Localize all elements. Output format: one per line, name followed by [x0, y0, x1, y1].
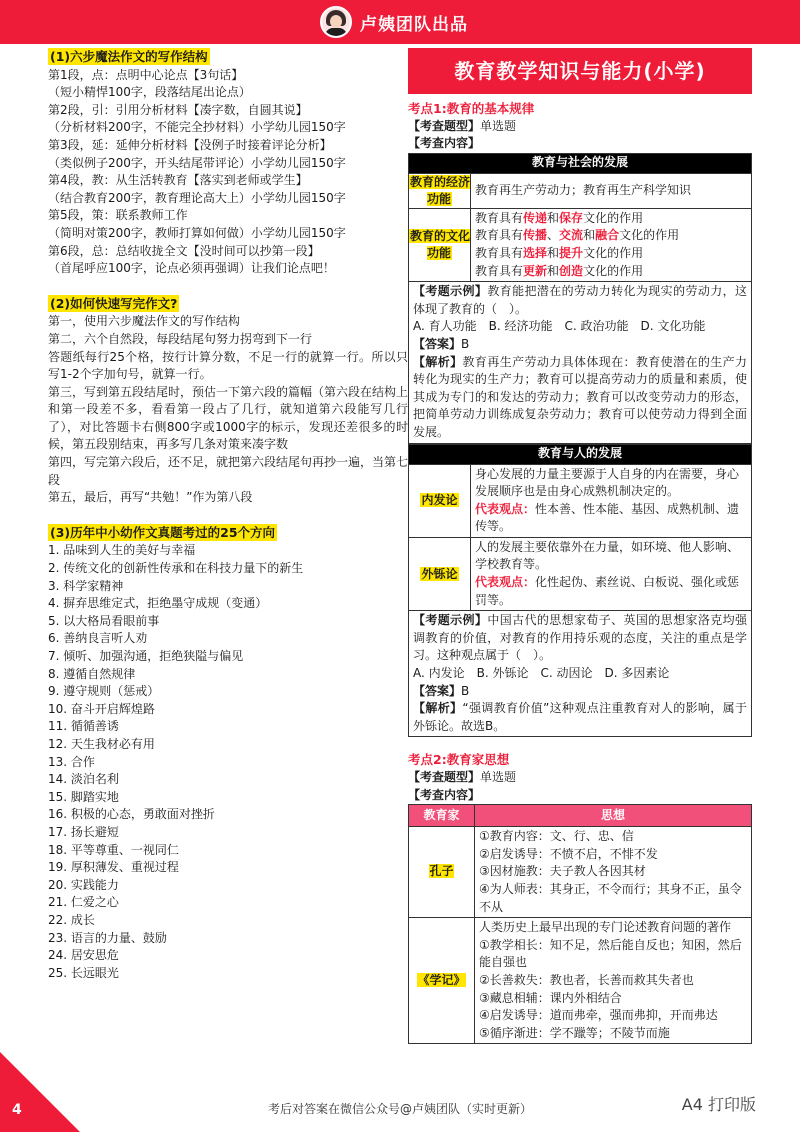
- cat-internal: 内发论: [409, 464, 471, 537]
- topic-item: 2. 传统文化的创新性传承和在科技力量下的新生: [48, 561, 304, 576]
- cultural-line: 教育具有更新和创造文化的作用: [475, 263, 644, 278]
- structure-line: 第5段，策：联系教师工作: [48, 208, 188, 223]
- xueji-line: 人类历史上最早出现的专门论述教育问题的著作: [479, 920, 732, 935]
- confucius-line: ②启发诱导：不愤不启，不悱不发: [479, 846, 658, 861]
- table-person: [408, 444, 752, 612]
- cat-cultural: 教育的文化功能: [409, 208, 471, 281]
- kp2-title: 考点2:教育家思想: [408, 752, 510, 768]
- confucius-line: ③因材施教：夫子教人各因其材: [479, 864, 646, 879]
- example-2-explanation: “强调教育价值”这种观点注重教育对人的影响，属于外铄论。故选B。: [413, 701, 747, 733]
- topic-item: 22. 成长: [48, 912, 95, 927]
- kp2-content-label: 【考查内容】: [408, 787, 481, 802]
- structure-line: （首尾呼应100字，论点必须再强调）让我们论点吧！: [48, 261, 335, 276]
- kp1-type-label: 【考查题型】: [408, 118, 481, 133]
- cat-external: 外铄论: [409, 537, 471, 610]
- confucius-line: ①教育内容：文、行、忠、信: [479, 829, 634, 844]
- structure-line: （结合教育200字，教育理论高大上）小学幼儿园150字: [48, 190, 346, 205]
- table-person-head: 教育与人的发展: [409, 444, 752, 464]
- example-1-explanation: 教育再生产劳动力具体体现在：教育使潜在的生产力转化为现实的生产力；教育可以提高劳动力的质量和素质，使其成为专门的和发达的劳动力；教育可以改变劳动力的形态，把简单劳动力训练成复杂劳动力；教育可以使劳动力得到全面发展。: [413, 354, 747, 439]
- subject-banner: 教育教学知识与能力(小学): [408, 48, 752, 94]
- confucius-line: ④为人师表：其身正，不令而行；其身不正，虽令不从: [479, 881, 742, 914]
- example-1: 【考题示例】教育能把潜在的劳动力转化为现实的劳动力，这体现了教育的（ ）。 A. 育人功能 B. 经济功能 C. 政治功能 D. 文化功能 【答案】B 【解析】教育再生产劳动力具体体现在：教育使潜在的生产力转化为现实的生产力；教育可以提高劳动力的质量和素质，使其成为专门的和发达的劳动力；教育可以改变劳动力的形态，把简单劳动力训练成复杂劳动力；教育可以使劳动力得到全面发展。: [408, 282, 752, 443]
- topic-item: 11. 循循善诱: [48, 719, 119, 734]
- kp2-type-value: 单选题: [480, 770, 517, 784]
- avatar: [320, 6, 352, 38]
- kp1-title: 考点1:教育的基本规律: [408, 101, 535, 116]
- topic-item: 12. 天生我材必有用: [48, 736, 155, 751]
- topic-item: 15. 脚踏实地: [48, 789, 119, 804]
- topic-item: 18. 平等尊重、一视同仁: [48, 842, 179, 857]
- topic-item: 17. 扬长避短: [48, 824, 119, 839]
- example-1-answer: B: [461, 336, 470, 351]
- kp2-type-line: 【考查题型】单选题: [408, 770, 517, 784]
- topic-item: 5. 以大格局看眼前事: [48, 613, 160, 628]
- left-column: [48, 48, 408, 982]
- economic-text: 教育再生产劳动力；教育再生产科学知识: [471, 173, 752, 208]
- section-1-lines: [48, 67, 408, 278]
- topic-item: 25. 长远眼光: [48, 965, 119, 980]
- example-2-answer: B: [461, 683, 470, 698]
- cultural-line: 教育具有传递和保存文化的作用: [475, 210, 644, 225]
- topic-item: 13. 合作: [48, 754, 95, 769]
- section-2-p5: 第四，写完第六段后，还不足，就把第六段结尾句再抄一遍，当第七段: [48, 455, 409, 487]
- cat-economic: 教育的经济功能: [409, 173, 471, 208]
- xueji-line: ④启发诱导：道而弗牵，强而弗抑，开而弗达: [479, 1008, 718, 1023]
- section-2-p2: 第二，六个自然段，每段结尾句努力拐弯到下一行: [48, 331, 313, 346]
- example-1-question: 教育能把潜在的劳动力转化为现实的劳动力，这体现了教育的（ ）。: [413, 284, 747, 316]
- table-society-head: 教育与社会的发展: [409, 153, 752, 173]
- xueji-line: ①教学相长：知不足，然后能自反也；知困，然后能自强也: [479, 937, 742, 970]
- topic-item: 1. 品味到人生的美好与幸福: [48, 543, 196, 558]
- page-corner: [0, 1052, 80, 1132]
- xueji-thoughts: [475, 918, 752, 1044]
- topic-item: 10. 奋斗开启辉煌路: [48, 701, 155, 716]
- section-2-p1: 第一，使用六步魔法作文的写作结构: [48, 314, 241, 329]
- kp1-content-label: 【考查内容】: [408, 136, 481, 151]
- topic-item: 21. 仁爱之心: [48, 895, 119, 910]
- xueji-line: ⑤循序渐进：学不躐等；不陵节而施: [479, 1025, 670, 1040]
- col-thought: 思想: [475, 805, 752, 827]
- structure-line: 第4段，教：从生活转教育【落实到老师或学生】: [48, 173, 308, 188]
- section-3-list: [48, 542, 408, 982]
- topic-item: 24. 居安思危: [48, 948, 119, 963]
- educator-xueji: 《学记》: [409, 918, 475, 1044]
- section-title-1: (1)六步魔法作文的写作结构: [50, 49, 208, 64]
- brand: [320, 6, 468, 38]
- topic-item: 8. 遵循自然规律: [48, 666, 136, 681]
- structure-line: （类似例子200字，开头结尾带评论）小学幼儿园150字: [48, 155, 346, 170]
- topic-item: 19. 厚积薄发、重视过程: [48, 860, 179, 875]
- table-society: [408, 153, 752, 282]
- section-title-2: (2)如何快速写完作文?: [50, 295, 178, 311]
- example-1-options: A. 育人功能 B. 经济功能 C. 政治功能 D. 文化功能: [413, 319, 706, 334]
- topic-item: 20. 实践能力: [48, 877, 119, 892]
- confucius-thoughts: [475, 827, 752, 918]
- structure-line: 第2段，引：引用分析材料【凑字数，自圆其说】: [48, 102, 308, 117]
- col-educator: 教育家: [409, 805, 475, 827]
- external-text: 人的发展主要依靠外在力量，如环境、他人影响、学校教育等。 代表观点：化性起伪、素丝说、白板说、强化或惩罚等。: [471, 537, 752, 610]
- section-2-p3: 答题纸每行25个格，按行计算分数，不足一行的就算一行。所以只写1-2个字加句号，就算一行。: [48, 349, 408, 382]
- section-2-p6: 第五，最后，再写“共勉！”作为第八段: [48, 490, 253, 505]
- educator-confucius: 孔子: [409, 827, 475, 918]
- structure-line: （简明对策200字，教师打算如何做）小学幼儿园150字: [48, 225, 346, 240]
- topic-item: 6. 善纳良言听人劝: [48, 631, 148, 646]
- topic-item: 23. 语言的力量、鼓励: [48, 930, 167, 945]
- structure-line: 第1段，点：点明中心论点【3句话】: [48, 67, 244, 82]
- right-column: [408, 48, 752, 1044]
- structure-line: （短小精悍100字，段落结尾出论点）: [48, 85, 251, 100]
- example-2: 【考题示例】中国古代的思想家荀子、英国的思想家洛克均强调教育的价值，对教育的作用持乐观的态度，关注的重点是学习。这种观点属于（ ）。 A. 内发论 B. 外铄论 C. 动因论 D. 多因素论 【答案】B 【解析】“强调教育价值”这种观点注重教育对人的影响，属于外铄论。故选B。: [408, 611, 752, 737]
- topic-item: 7. 倾听、加强沟通，拒绝狭隘与偏见: [48, 649, 244, 663]
- structure-line: 第6段，总：总结收拢全文【没时间可以抄第一段】: [48, 243, 320, 258]
- cultural-line: 教育具有传播、交流和融合文化的作用: [475, 228, 680, 243]
- example-2-question: 中国古代的思想家荀子、英国的思想家洛克均强调教育的价值，对教育的作用持乐观的态度，关注的重点是学习。这种观点属于（ ）。: [413, 613, 747, 663]
- cultural-line: 教育具有选择和提升文化的作用: [475, 245, 644, 260]
- topic-item: 9. 遵守规则（惩戒）: [48, 684, 160, 699]
- xueji-line: ②长善救失：教也者，长善而救其失者也: [479, 972, 694, 987]
- example-2-options: A. 内发论 B. 外铄论 C. 动因论 D. 多因素论: [413, 666, 670, 681]
- topic-item: 4. 摒弃思维定式，拒绝墨守成规（变通）: [48, 596, 268, 611]
- section-title-3: (3)历年中小幼作文真题考过的25个方向: [50, 524, 276, 540]
- kp1-type-value: 单选题: [480, 118, 517, 133]
- page-number: 4: [12, 1102, 22, 1118]
- structure-line: 第3段，延：延伸分析材料【没例子时接着评论分析】: [48, 137, 332, 152]
- section-2-p4: 第三，写到第五段结尾时，预估一下第六段的篇幅（第六段在结构上和第一段差不多，看看第一段占了几行，就知道第六段能写几行了），对比答题卡右侧800字或1000字的标示，发现还差很多的时候，第五段别结束，再多写几条对策来凑字数: [48, 384, 409, 452]
- topic-item: 16. 积极的心态，勇敢面对挫折: [48, 807, 215, 822]
- topic-item: 3. 科学家精神: [48, 578, 124, 593]
- cultural-text: [471, 208, 752, 281]
- kp1-type-line: [408, 118, 752, 136]
- footer-note: 考后对答案在微信公众号@卢姨团队（实时更新）: [267, 1102, 532, 1116]
- brand-title: 卢姨团队出品: [360, 14, 468, 35]
- topic-item: 14. 淡泊名利: [48, 772, 119, 787]
- table-educators: [408, 804, 752, 1044]
- structure-line: （分析材料200字，不能完全抄材料）小学幼儿园150字: [48, 120, 346, 135]
- xueji-line: ③藏息相辅：课内外相结合: [479, 990, 622, 1005]
- print-label: A4 打印版: [681, 1095, 756, 1114]
- internal-text: 身心发展的力量主要源于人自身的内在需要，身心发展顺序也是由身心成熟机制决定的。 代表观点：性本善、性本能、基因、成熟机制、遗传等。: [471, 464, 752, 537]
